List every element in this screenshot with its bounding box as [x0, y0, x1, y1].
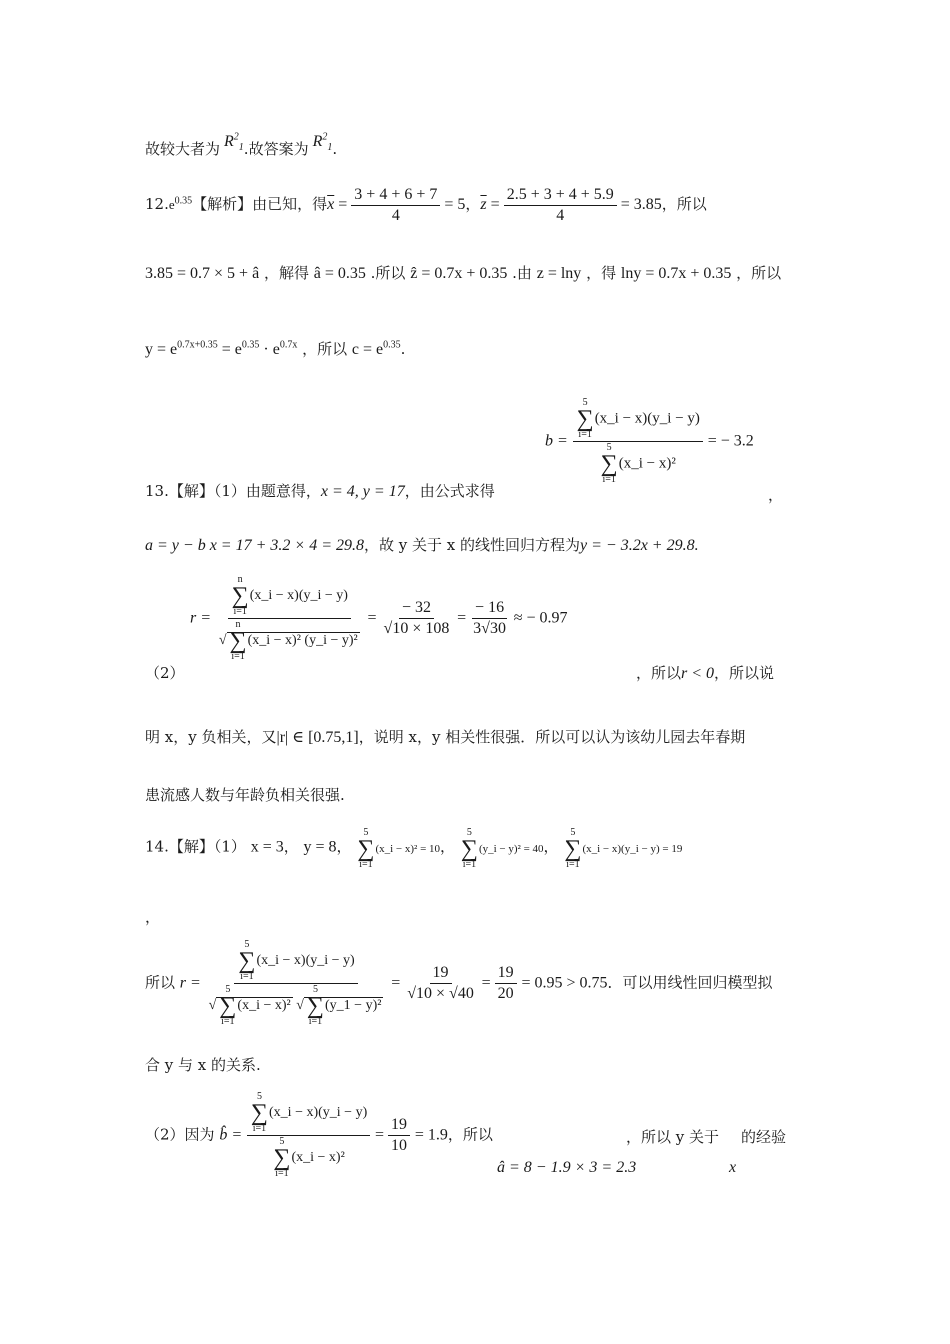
- q13-line-4: 患流感人数与年龄负相关很强.: [145, 786, 345, 804]
- q14-r-formula: 所以 r = 5 ∑ i=1 (x_i − x)(y_i − y) √ 5 ∑ i=1 (x_i − x)² √ 5 ∑ i=1 (y_1 − y)² = $\frac{19}{√10 \times √40}$ = $\frac{19}{20}$ = 0.95 > 0.75．可以用线性回归模型拟: [145, 939, 773, 1027]
- zbar-formula: $\overline{z}$ = $\frac{2.5 + 3 + 4 + 5.9}{4}$ = 3.85: [480, 186, 662, 224]
- xbar-formula: $\overline{x}$ = $\frac{3 + 4 + 6 + 7}{4}$ = 5: [327, 186, 466, 224]
- q12-line-3: $y = e^{0.7x+0.35} = e^{0.35} \cdot e^{0.7x}$ ，所以 $c = e^{0.35}$.: [145, 339, 406, 358]
- q12-line-1: $12.e^{0.35}$【解析】由已知，得$\overline{x}$ = $\frac{3 + 4 + 6 + 7}{4}$ = 5，$\overline{z}$ = $\frac{2.5 + 3 + 4 + 5.9}{4}$ = 3.85，所以: [145, 186, 707, 224]
- q14-line-3: 合 y 与 x 的关系.: [145, 1056, 261, 1074]
- r1-symbol: $R^2_1$: [224, 131, 244, 154]
- q14-line-1: 14.【解】（1） x = 3， y = 8， 5 ∑ i=1 (x_i − x)² = 10， 5 ∑ i=1 (y_i − y)² = 40， 5 ∑ i=1 (x_i − x)(y_i − y) = 19: [145, 827, 683, 870]
- line-1: 故较大者为 $R^2_1$.故答案为 $R^2_1$.: [145, 131, 338, 158]
- q14-part2-tail: ，所以 y 关于 的经验: [626, 1128, 787, 1146]
- q14-comma: ，: [145, 908, 161, 926]
- q13-b-formula: b = 5 ∑ i=1 (x_i − x)(y_i − y) 5 ∑ i=1 (x_i − x)² = − 3.2: [545, 397, 754, 485]
- q13-line-1: 13.【解】（1）由题意得，x = 4, y = 17，由公式求得: [145, 482, 495, 500]
- q13-line-3: 明 x，y 负相关，又|r| ∈ [0.75,1]，说明 x，y 相关性很强．所以可以认为该幼儿园去年春期: [145, 728, 746, 746]
- q14-part2: （2）因为 b̂ = 5 ∑ i=1 (x_i − x)(y_i − y) 5 ∑ i=1 (x_i − x)² = $\frac{19}{10}$ = 1.9，所以: [145, 1091, 493, 1179]
- q12-line-2: 3.85 = 0.7 × 5 + â ，解得 â = 0.35 .所以 ẑ = 0.7x + 0.35 .由 z = lny ，得 lny = 0.7x + 0.35 ，所以: [145, 264, 782, 282]
- q13-comma: ，: [768, 486, 784, 504]
- q13-part2-label: （2）: [145, 664, 185, 682]
- q13-part2-tail: ，所以r < 0，所以说: [636, 664, 775, 682]
- q12-answer: $e^{0.35}$: [168, 195, 193, 213]
- q13-line-2: a = y − b x = 17 + 3.2 × 4 = 29.8，故 y 关于 x 的线性回归方程为y = − 3.2x + 29.8.: [145, 536, 699, 554]
- q14-x-symbol: x: [729, 1159, 737, 1176]
- q13-r-formula: r = n ∑ i=1 (x_i − x)(y_i − y) √ n ∑ i=1 (x_i − x)² (y_i − y)² = $\frac{- 32}{√10 \times 108}$ = $\frac{- 16}{3√30}$ ≈ − 0.97: [190, 574, 568, 662]
- r1-symbol-answer: $R^2_1$: [312, 131, 333, 154]
- c-formula: $c = e^{0.35}$: [351, 339, 401, 358]
- q14-a-formula: â = 8 − 1.9 × 3 = 2.3: [497, 1159, 637, 1176]
- y-exp-formula: $y = e^{0.7x+0.35} = e^{0.35} \cdot e^{0.7x}$: [145, 339, 298, 358]
